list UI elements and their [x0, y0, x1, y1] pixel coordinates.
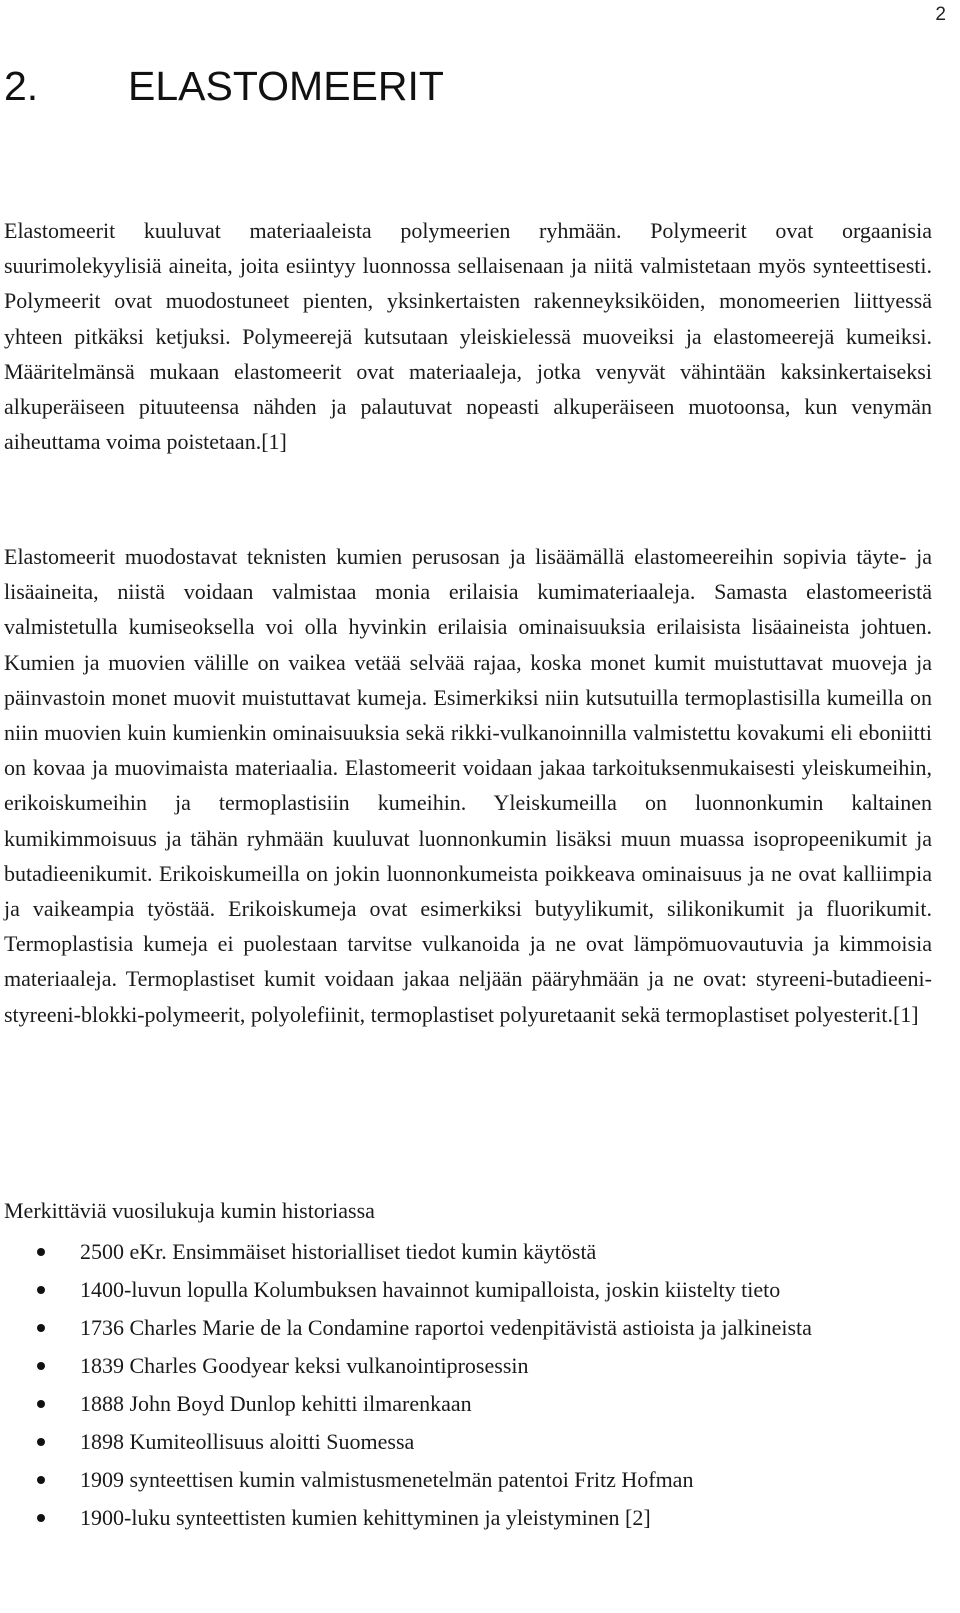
list-item-text: 1909 synteettisen kumin valmistusmenetelmän patentoi Fritz Hofman: [80, 1467, 694, 1492]
page-number: 2: [935, 4, 946, 25]
bullet-icon: [37, 1362, 45, 1370]
bullet-icon: [37, 1476, 45, 1484]
paragraph-classification: Elastomeerit muodostavat teknisten kumien perusosan ja lisäämällä elastomeereihin sopivia täyte- ja lisäaineita, niistä voidaan valmistaa monia erilaisia kumimateriaaleja. Samasta elastomeeristä valmistetulla kumiseoksella voi olla hyvinkin erilaisia ominaisuuksia erilaisista lisäaineista johtuen. Kumien ja muovien välille on vaikea vetää selvää rajaa, koska monet kumit muistuttavat muoveja ja päinvastoin monet muovit muistuttavat kumeja. Esimerkiksi niin kutsutuilla termoplastisilla kumeilla on niin muovien kuin kumienkin ominaisuuksia sekä rikki-vulkanoinnilla valmistettu kovakumi eli eboniitti on kovaa ja muovimaista materiaalia. Elastomeerit voidaan jakaa tarkoituksenmukaisesti yleiskumeihin, erikoiskumeihin ja termoplastisiin kumeihin. Yleiskumeilla on luonnonkumin kaltainen kumikimmoisuus ja tähän ryhmään kuuluvat luonnonkumin lisäksi muun muassa isopropeenikumit ja butadieenikumit. Erikoiskumeilla on jokin luonnonkumeista poikkeava ominaisuus ja ne ovat kalliimpia ja vaikeampia työstää. Erikoiskumeja ovat esimerkiksi butyylikumit, silikonikumit ja fluorikumit. Termoplastisia kumeja ei puolestaan tarvitse vulkanoida ja ne ovat lämpömuovautuvia ja kimmoisia materiaaleja. Termoplastiset kumit voidaan jakaa neljään pääryhmään ja ne ovat: styreeni-butadieeni-styreeni-blokki-polymeerit, polyolefiinit, termoplastiset polyuretaanit sekä termoplastiset polyesterit.[1]: [4, 544, 932, 1027]
bullet-icon: [37, 1514, 45, 1522]
list-item-text: 1839 Charles Goodyear keksi vulkanointiprosessin: [80, 1353, 529, 1378]
list-item: [0, 1386, 932, 1421]
list-item: [0, 1348, 932, 1383]
bullet-icon: [37, 1248, 45, 1256]
list-item: [0, 1424, 932, 1459]
list-item: [0, 1500, 932, 1535]
bullet-icon: [37, 1438, 45, 1446]
list-item-text: 1888 John Boyd Dunlop kehitti ilmarenkaan: [80, 1391, 472, 1416]
list-item-text: 1400-luvun lopulla Kolumbuksen havainnot kumipalloista, joskin kiistelty tieto: [80, 1277, 781, 1302]
bullet-icon: [37, 1286, 45, 1294]
list-item: [0, 1310, 932, 1345]
bullet-icon: [37, 1400, 45, 1408]
history-list-title: Merkittäviä vuosilukuja kumin historiassa: [4, 1198, 375, 1223]
chapter-heading: [4, 63, 444, 109]
list-item: [0, 1272, 932, 1307]
chapter-title: ELASTOMEERIT: [128, 63, 444, 109]
list-item-text: 2500 eKr. Ensimmäiset historialliset tiedot kumin käytöstä: [80, 1239, 597, 1264]
chapter-number: 2.: [4, 63, 39, 109]
history-list: [0, 1234, 932, 1538]
bullet-icon: [37, 1324, 45, 1332]
paragraph-intro: Elastomeerit kuuluvat materiaaleista polymeerien ryhmään. Polymeerit ovat orgaanisia suurimolekyylisiä aineita, joita esiintyy luonnossa sellaisenaan ja niitä valmistetaan myös synteettisesti. Polymeerit ovat muodostuneet pienten, yksinkertaisten rakenneyksiköiden, monomeerien liittyessä yhteen pitkäksi ketjuksi. Polymeerejä kutsutaan yleiskielessä muoveiksi ja elastomeerejä kumeiksi. Määritelmänsä mukaan elastomeerit ovat materiaaleja, jotka venyvät vähintään kaksinkertaiseksi alkuperäiseen pituuteensa nähden ja palautuvat nopeasti alkuperäiseen muotoonsa, kun venymän aiheuttama voima poistetaan.[1]: [4, 218, 932, 455]
list-item: [0, 1462, 932, 1497]
list-item-text: 1736 Charles Marie de la Condamine raportoi vedenpitävistä astioista ja jalkineista: [80, 1315, 812, 1340]
list-item-text: 1898 Kumiteollisuus aloitti Suomessa: [80, 1429, 415, 1454]
list-item-text: 1900-luku synteettisten kumien kehittyminen ja yleistyminen [2]: [80, 1505, 651, 1530]
list-item: [0, 1234, 932, 1269]
